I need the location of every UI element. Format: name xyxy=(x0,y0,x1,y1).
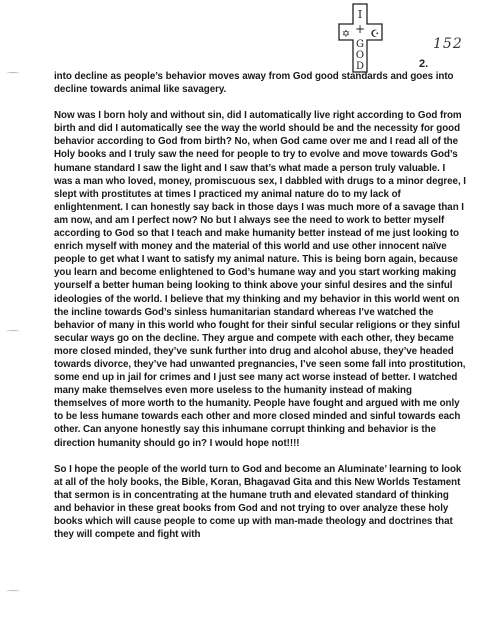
emblem-letter-1: I xyxy=(357,8,363,21)
emblem-letter-g: G xyxy=(356,39,364,50)
margin-mark xyxy=(6,330,20,333)
margin-mark xyxy=(6,590,20,593)
paragraph-1: into decline as people’s behavior moves away from God good standards and goes into decline towards animal like savagery. xyxy=(54,71,454,96)
emblem-letter-o: O xyxy=(355,50,365,61)
star-of-david-icon: ✡ xyxy=(341,29,351,40)
cross-emblem-drawing xyxy=(336,2,386,74)
emblem-cross-mark: + xyxy=(354,22,366,36)
page-number: 2. xyxy=(419,58,429,70)
body-text xyxy=(54,70,466,554)
margin-mark xyxy=(6,72,20,75)
paragraph-3: So I hope the people of the world turn to God and become an Aluminate’ learning to look at all of the holy books, the Bible, Koran, Bhagavad Gita and this New Worlds Testament that sermon is in concentrating at the humane truth and elevated standard of thinking and behavior in these great books from God and not trying to over analyze these holy books which will cause people to come up with man-made theology and doctrines that they will compete and fight with xyxy=(54,463,462,541)
crescent-star-icon: ☪ xyxy=(370,29,380,40)
paragraph-2: Now was I born holy and without sin, did I automatically live right according to God from birth and did I automatically see the way the world should be and the necessity for good behavior according to God from birth? No, when God came over me and I read all of the Holy books and I truly saw the need for people to try to evolve and move towards God’s humane standard I saw the light and I saw that’s what made a person truly valuable. I was a man who loved, money, promiscuous sex, I dabbled with drugs to a minor degree, I slept with prostitutes at times I practiced my animal nature do to my lack of enlightenment. I can honestly say back in those days I was much more of a savage than I am now, and am I perfect now? No but I always see the need to work to better myself according to God so that I teach and make humanity better instead of me just looking to enrich myself with money and the material of this world and use other innocent naïve people to get what I want to satisfy my animal nature. This is being born again, because you learn and become enlightened to God’s humane way and you start working making yourself a better human being looking to think above your sinful desires and the sinful ideologies of the world. I believe that my thinking and my behavior in this world went on the incline towards God’s sinless humanitarian standard whereas I’ve watched the behavior of many in this world who fought for their sinful secular religions or they sinful secular ways go on the decline. They argue and compete with each other, they became more closed minded, they’ve sunk further into drug and alcohol abuse, they’ve headed towards divorce, they’ve had unwanted pregnancies, I’ve seen some fall into prostitution, some end up in jail for crimes and I just see many act worse instead of better. I watched many make themselves even more useless to the humanity instead of making themselves of more worth to the humanity. People have fought and argued with me only to be less humane towards each other and more closed minded and sinful towards each other. Can anyone honestly say this inhumane corrupt thinking and behavior is the direction humanity should go in? I would hope not!!!! xyxy=(54,110,466,449)
handwritten-page-number: 152 xyxy=(433,36,463,52)
cross-emblem xyxy=(336,2,386,74)
emblem-letter-d: D xyxy=(355,61,365,72)
